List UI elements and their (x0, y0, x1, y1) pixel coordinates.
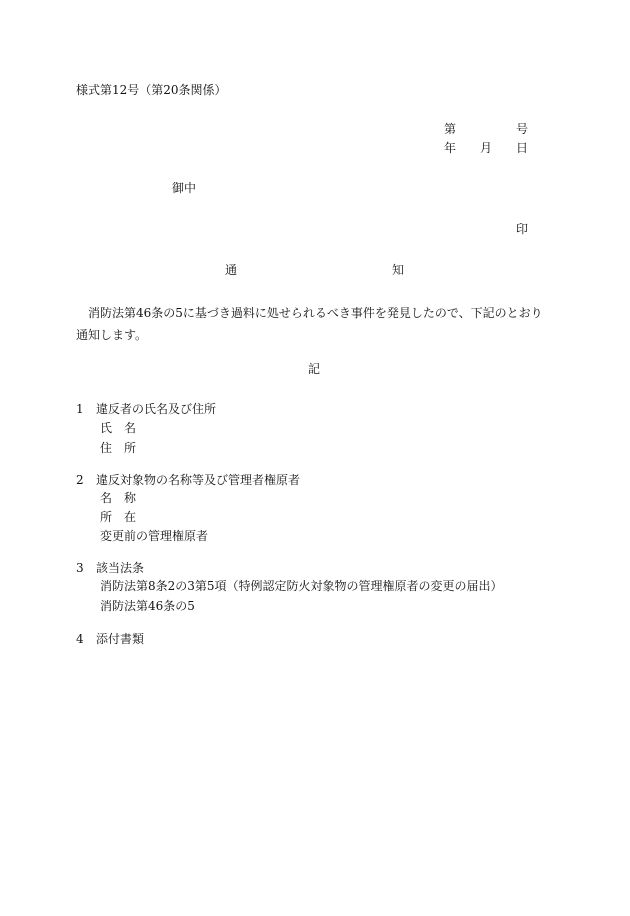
item-line: 消防法第8条2の3第5項（特例認定防火対象物の管理権原者の変更の届出） (100, 579, 503, 593)
item-heading: 違反者の氏名及び住所 (96, 402, 217, 416)
item-line: 変更前の管理権原者 (100, 529, 209, 543)
title-part-1: 通 (225, 263, 238, 277)
item-line: 所 在 (100, 510, 137, 524)
doc-number-go: 号 (516, 122, 529, 136)
date-year: 年 (444, 141, 457, 155)
ki-heading: 記 (308, 362, 321, 376)
date-month: 月 (480, 141, 493, 155)
title-part-2: 知 (392, 263, 405, 277)
doc-number-dai: 第 (444, 122, 457, 136)
body-paragraph: 消防法第46条の5に基づき過料に処せられるべき事件を発見したので、下記のとおり通知します。 (76, 306, 543, 342)
item-number: 4 (76, 632, 84, 646)
item-heading: 違反対象物の名称等及び管理者権原者 (96, 473, 301, 487)
form-header: 様式第12号（第20条関係） (76, 83, 227, 97)
item-heading: 添付書類 (96, 632, 145, 646)
seal-mark: 印 (516, 222, 529, 236)
addressee-suffix: 御中 (172, 181, 197, 195)
item-number: 3 (76, 561, 84, 575)
item-number: 2 (76, 473, 84, 487)
item-line: 住 所 (100, 441, 137, 455)
item-line: 氏 名 (100, 421, 137, 435)
item-line: 名 称 (100, 491, 137, 505)
date-day: 日 (516, 141, 529, 155)
item-heading: 該当法条 (96, 561, 145, 575)
item-number: 1 (76, 402, 84, 416)
item-line: 消防法第46条の5 (100, 599, 195, 613)
